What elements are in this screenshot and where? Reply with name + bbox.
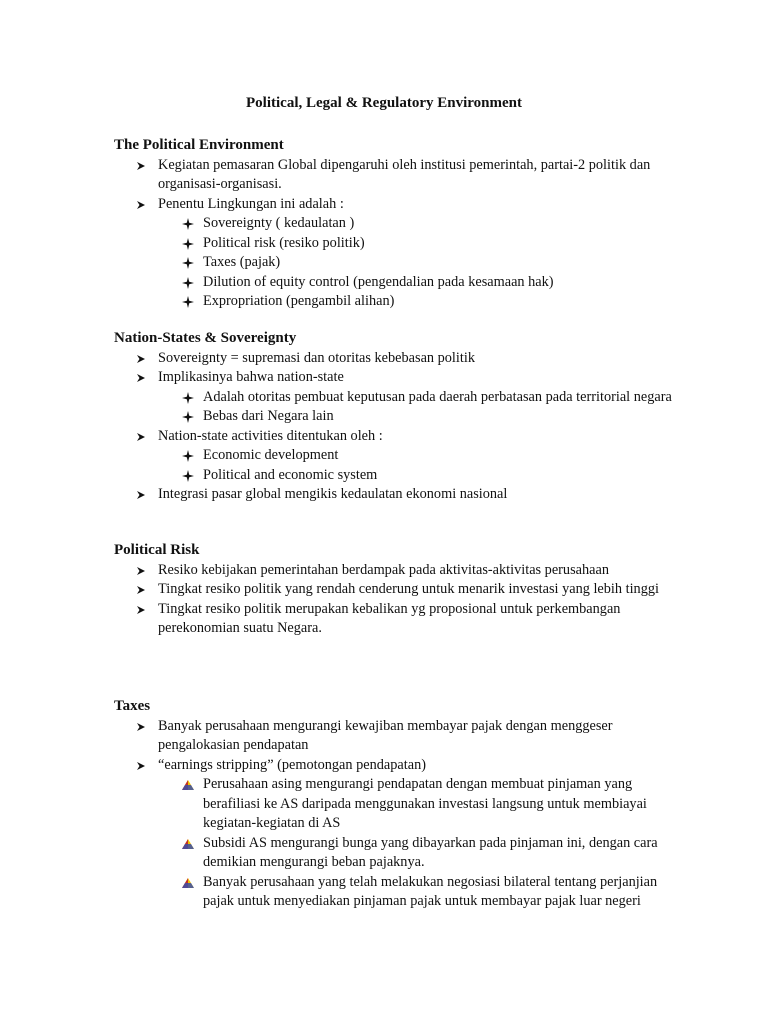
diamond-icon <box>182 466 194 482</box>
diamond-icon <box>182 214 194 230</box>
triangle-icon <box>182 873 194 888</box>
list-item-text: Bebas dari Negara lain <box>203 408 334 424</box>
list-item <box>114 368 674 388</box>
sub-list-item <box>114 388 674 408</box>
sub-list-item <box>114 834 674 873</box>
section-heading: Nation-States & Sovereignty <box>114 330 297 346</box>
list-item <box>114 561 674 581</box>
section-heading: Taxes <box>114 698 151 714</box>
list-item-text: Expropriation (pengambil alihan) <box>203 293 395 309</box>
list-item-text: Taxes (pajak) <box>203 254 281 270</box>
section-nation-states-sovereignty <box>114 329 674 505</box>
arrow-icon <box>136 561 146 576</box>
list-item-text: Nation-state activities ditentukan oleh : <box>158 427 383 444</box>
list-item <box>114 195 674 215</box>
list-item-text: Tingkat resiko politik merupakan kebalikan yg proposional untuk perkembangan perekonomian suatu Negara. <box>158 600 621 636</box>
diamond-icon <box>182 388 194 404</box>
list-item-text: Sovereignty ( kedaulatan ) <box>203 215 355 231</box>
diamond-icon <box>182 292 194 308</box>
sub-list-item <box>114 234 674 254</box>
diamond-icon <box>182 234 194 250</box>
arrow-icon <box>136 349 146 364</box>
list-item-text: Resiko kebijakan pemerintahan berdampak pada aktivitas-aktivitas perusahaan <box>158 561 609 578</box>
list-item-text: Economic development <box>203 447 339 463</box>
list-item-text: Penentu Lingkungan ini adalah : <box>158 195 344 212</box>
list-item-text: Banyak perusahaan yang telah melakukan negosiasi bilateral tentang perjanjian pajak untuk menyediakan pinjaman pajak untuk membayar pajak luar negeri <box>203 873 658 909</box>
sub-list-item <box>114 253 674 273</box>
list-item-text: Perusahaan asing mengurangi pendapatan dengan membuat pinjaman yang berafiliasi ke AS daripada menggunakan investasi langsung untuk membiayai kegiatan-kegiatan di AS <box>203 776 647 831</box>
triangle-icon <box>182 775 194 790</box>
list-item-text: Kegiatan pemasaran Global dipengaruhi oleh institusi pemerintah, partai-2 politik dan organisasi-organisasi. <box>158 156 651 192</box>
sub-list-item <box>114 873 674 912</box>
sub-list-item <box>114 273 674 293</box>
section-heading: Political Risk <box>114 542 200 558</box>
diamond-icon <box>182 407 194 423</box>
diamond-icon <box>182 253 194 269</box>
section-political-risk <box>114 541 674 639</box>
arrow-icon <box>136 195 146 210</box>
sub-list-item <box>114 214 674 234</box>
list-item <box>114 485 674 505</box>
list-item <box>114 580 674 600</box>
list-item <box>114 156 674 195</box>
diamond-icon <box>182 446 194 462</box>
list-item-text: Dilution of equity control (pengendalian pada kesamaan hak) <box>203 273 554 290</box>
sub-list-item <box>114 446 674 466</box>
sub-list-item <box>114 466 674 486</box>
section-heading: The Political Environment <box>114 137 284 153</box>
diamond-icon <box>182 273 194 289</box>
list-item-text: Integrasi pasar global mengikis kedaulatan ekonomi nasional <box>158 486 508 502</box>
arrow-icon <box>136 600 146 615</box>
section-political-environment <box>114 136 674 312</box>
list-item <box>114 349 674 369</box>
list-item <box>114 600 674 639</box>
list-item-text: Sovereignty = supremasi dan otoritas kebebasan politik <box>158 349 475 366</box>
triangle-icon <box>182 834 194 849</box>
list-item-text: “earnings stripping” (pemotongan pendapatan) <box>158 756 426 773</box>
arrow-icon <box>136 427 146 442</box>
sub-list-item <box>114 775 674 834</box>
list-item-text: Subsidi AS mengurangi bunga yang dibayarkan pada pinjaman ini, dengan cara demikian mengurangi beban pajaknya. <box>203 834 658 870</box>
sub-list-item <box>114 292 674 312</box>
page-title: Political, Legal & Regulatory Environment <box>246 95 522 111</box>
list-item-text: Implikasinya bahwa nation-state <box>158 369 344 385</box>
arrow-icon <box>136 580 146 595</box>
section-taxes <box>114 697 674 912</box>
list-item <box>114 427 674 447</box>
arrow-icon <box>136 717 146 732</box>
arrow-icon <box>136 485 146 500</box>
arrow-icon <box>136 756 146 771</box>
list-item <box>114 717 674 756</box>
arrow-icon <box>136 368 146 383</box>
list-item-text: Tingkat resiko politik yang rendah cenderung untuk menarik investasi yang lebih tinggi <box>158 581 659 597</box>
list-item-text: Banyak perusahaan mengurangi kewajiban membayar pajak dengan menggeser pengalokasian pendapatan <box>158 717 613 753</box>
list-item-text: Political and economic system <box>203 466 378 483</box>
list-item-text: Political risk (resiko politik) <box>203 234 365 251</box>
list-item <box>114 756 674 776</box>
arrow-icon <box>136 156 146 171</box>
sub-list-item <box>114 407 674 427</box>
list-item-text: Adalah otoritas pembuat keputusan pada daerah perbatasan pada territorial negara <box>203 388 672 405</box>
